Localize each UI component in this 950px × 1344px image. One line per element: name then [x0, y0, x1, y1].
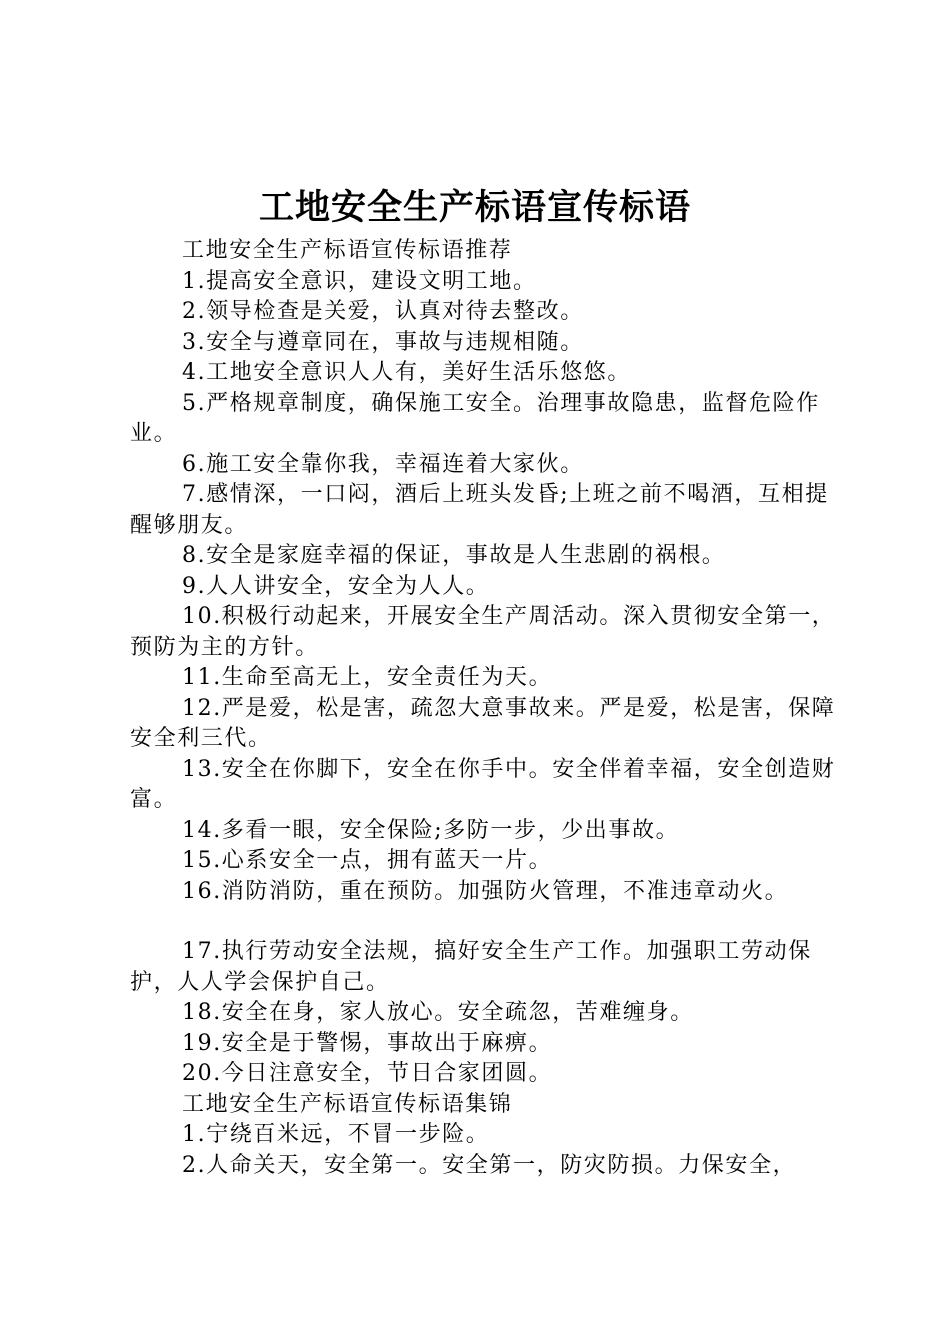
slogan-item: 20.今日注意安全，节日合家团圆。 — [182, 1061, 553, 1086]
slogan-item: 7.感情深，一口闷，酒后上班头发昏;上班之前不喝酒，互相提醒够朋友。 — [130, 482, 829, 538]
slogan-item: 4.工地安全意识人人有，美好生活乐悠悠。 — [182, 360, 631, 385]
section-heading-collection: 工地安全生产标语宣传标语集锦 — [182, 1091, 513, 1117]
slogan-item: 1.提高安全意识，建设文明工地。 — [182, 268, 537, 294]
slogan-item: 12.严是爱，松是害，疏忽大意事故来。严是爱，松是害，保障安全利三代。 — [130, 695, 836, 751]
slogan-item: 2.领导检查是关爱，认真对待去整改。 — [182, 299, 584, 324]
slogan-item: 19.安全是于警惕，事故出于麻痹。 — [182, 1030, 553, 1056]
slogan-item: 1.宁绕百米远，不冒一步险。 — [182, 1122, 490, 1147]
slogan-item: 6.施工安全靠你我，幸福连着大家伙。 — [182, 451, 584, 477]
slogan-item: 13.安全在你脚下，安全在你手中。安全伴着幸福，安全创造财富。 — [130, 756, 836, 812]
slogan-item: 5.严格规章制度，确保施工安全。治理事故隐患，监督危险作业。 — [130, 390, 820, 446]
slogan-item: 2.人命关天，安全第一。安全第一，防灾防损。力保安全， — [182, 1152, 797, 1178]
slogan-item: 14.多看一眼，安全保险;多防一步，少出事故。 — [182, 817, 680, 843]
slogan-item: 16.消防消防，重在预防。加强防火管理，不准违章动火。 — [182, 878, 789, 904]
document-body — [130, 236, 842, 1181]
slogan-item: 3.安全与遵章同在，事故与违规相随。 — [182, 329, 584, 355]
slogan-item: 8.安全是家庭幸福的保证，事故是人生悲剧的祸根。 — [182, 543, 726, 568]
document-title: 工地安全生产标语宣传标语 — [258, 187, 691, 228]
slogan-item: 9.人人讲安全，安全为人人。 — [182, 573, 490, 599]
section-heading-recommend: 工地安全生产标语宣传标语推荐 — [182, 238, 513, 263]
slogan-item: 11.生命至高无上，安全责任为天。 — [182, 665, 553, 690]
slogan-item: 10.积极行动起来，开展安全生产周活动。深入贯彻安全第一，预防为主的方针。 — [130, 604, 836, 660]
slogan-item: 15.心系安全一点，拥有蓝天一片。 — [182, 848, 553, 873]
slogan-item: 17.执行劳动安全法规，搞好安全生产工作。加强职工劳动保护，人人学会保护自己。 — [130, 939, 812, 995]
slogan-item: 18.安全在身，家人放心。安全疏忽，苦难缠身。 — [182, 1000, 694, 1025]
